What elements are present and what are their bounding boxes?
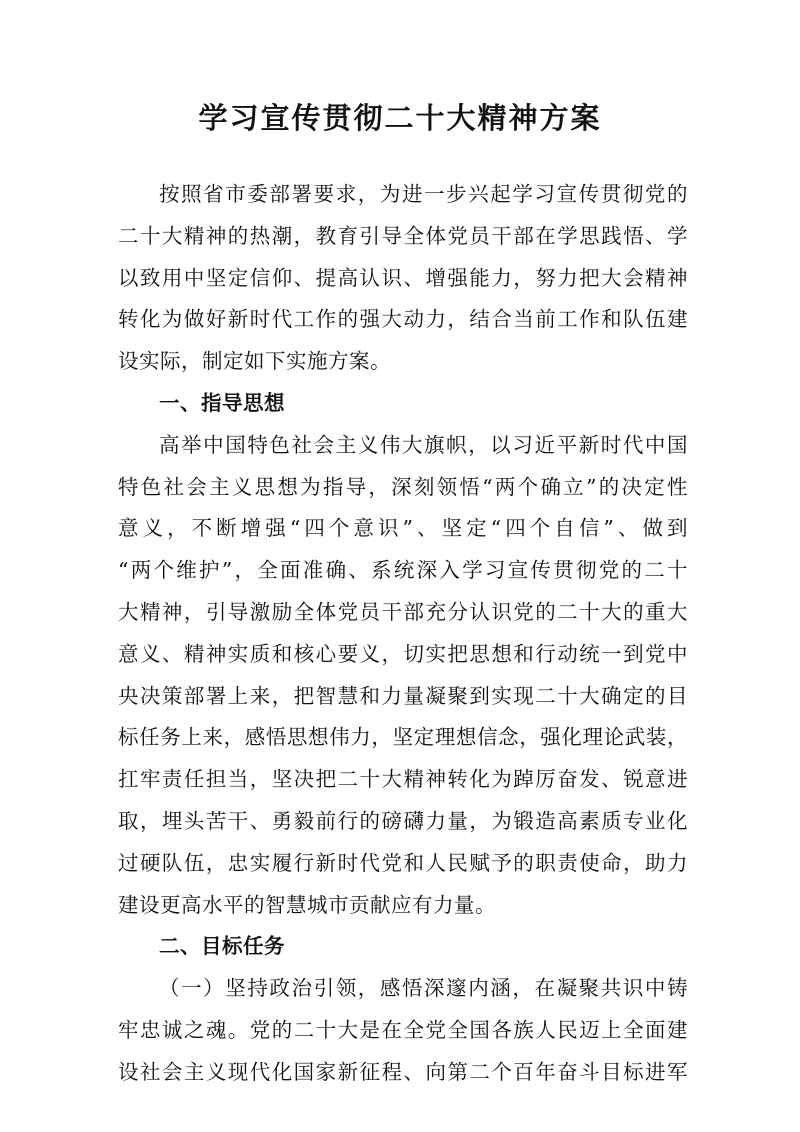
paragraph-line: （一）坚持政治引领，感悟深邃内涵，在凝聚共识中铸 bbox=[159, 976, 688, 1001]
paragraph-line: 牢忠诚之魂。党的二十大是在全党全国各族人民迈上全面建 bbox=[118, 1017, 688, 1042]
document-title: 学习宣传贯彻二十大精神方案 bbox=[198, 101, 602, 135]
paragraph-line: 设社会主义现代化国家新征程、向第二个百年奋斗目标进军 bbox=[118, 1059, 688, 1084]
document-body bbox=[118, 174, 688, 1094]
paragraph-line: 二十大精神的热潮，教育引导全体党员干部在学思践悟、学 bbox=[118, 223, 688, 248]
paragraph-line: 按照省市委部署要求，为进一步兴起学习宣传贯彻党的 bbox=[159, 182, 688, 206]
paragraph-line: 标任务上来，感悟思想伟力，坚定理想信念，强化理论武装， bbox=[118, 725, 688, 750]
paragraph-line: 高举中国特色社会主义伟大旗帜，以习近平新时代中国 bbox=[159, 432, 688, 457]
paragraph-line: 设实际，制定如下实施方案。 bbox=[118, 349, 391, 374]
paragraph-line: 意义，不断增强“四个意识”、坚定“四个自信”、做到 bbox=[118, 516, 688, 541]
section-heading: 一、指导思想 bbox=[159, 390, 285, 415]
paragraph-line: 意义、精神实质和核心要义，切实把思想和行动统一到党中 bbox=[118, 641, 688, 666]
paragraph-line: 扛牢责任担当，坚决把二十大精神转化为踔厉奋发、锐意进 bbox=[118, 767, 688, 792]
section-heading: 二、目标任务 bbox=[159, 934, 285, 959]
paragraph-line: 大精神，引导激励全体党员干部充分认识党的二十大的重大 bbox=[118, 599, 688, 624]
paragraph-line: 取，埋头苦干、勇毅前行的磅礴力量，为锻造高素质专业化 bbox=[118, 808, 688, 833]
paragraph-line: “两个维护”，全面准确、系统深入学习宣传贯彻党的二十 bbox=[118, 558, 688, 583]
paragraph-line: 特色社会主义思想为指导，深刻领悟“两个确立”的决定性 bbox=[118, 474, 688, 499]
paragraph-line: 过硬队伍，忠实履行新时代党和人民赋予的职责使命，助力 bbox=[118, 850, 688, 875]
paragraph-line: 建设更高水平的智慧城市贡献应有力量。 bbox=[118, 892, 496, 917]
paragraph-line: 央决策部署上来，把智慧和力量凝聚到实现二十大确定的目 bbox=[118, 683, 688, 708]
paragraph-line: 以致用中坚定信仰、提高认识、增强能力，努力把大会精神 bbox=[118, 265, 688, 290]
paragraph-line: 转化为做好新时代工作的强大动力，结合当前工作和队伍建 bbox=[118, 307, 688, 332]
